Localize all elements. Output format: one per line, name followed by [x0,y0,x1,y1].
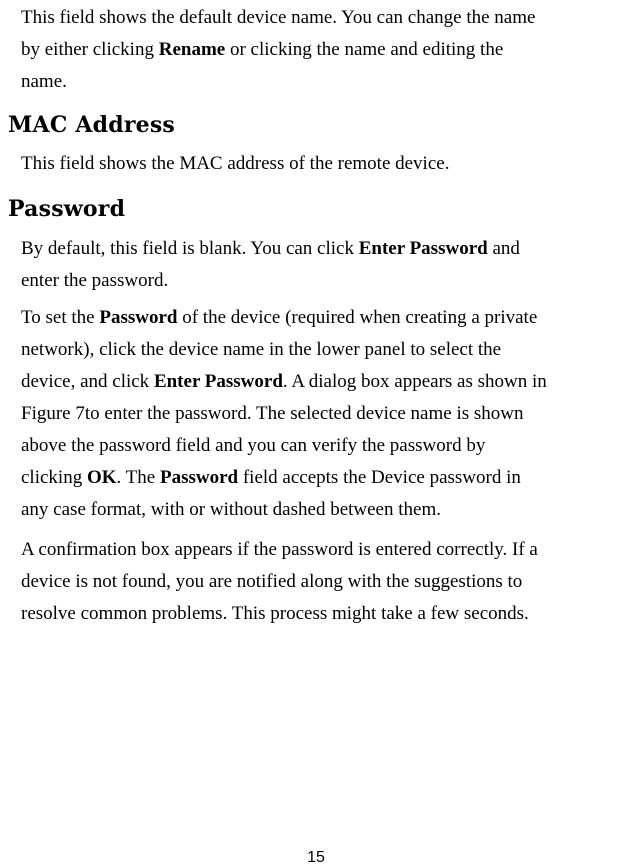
enter-password-term: Enter Password [153,371,283,392]
text-line: any case format, with or without dashed between them. [21,499,441,520]
text-line: clicking OK. The Password field accepts the Device password in [21,467,521,488]
rename-term: Rename [158,39,226,60]
mac-address-heading: MAC Address [8,112,175,138]
text-line: network), click the device name in the lower panel to select the [21,339,502,360]
mac-address-description [21,148,449,180]
text-line: device, and click Enter Password. A dialog box appears as shown in [21,371,547,392]
text-line: To set the Password of the device (required when creating a private [21,307,538,328]
text-line: Figure 7to enter the password. The selected device name is shown [21,403,524,424]
password-setup-paragraph [21,302,547,526]
password-term: Password [99,307,178,328]
text-line: enter the password. [21,270,169,291]
text-line: By default, this field is blank. You can click Enter Password and [21,238,520,259]
ok-term: OK [86,467,117,488]
confirmation-paragraph [21,534,538,630]
device-name-description [21,2,535,98]
text-line: A confirmation box appears if the password is entered correctly. If a [21,539,538,560]
password-default-paragraph [21,233,520,297]
text-line: device is not found, you are notified along with the suggestions to [21,571,523,592]
text-line: This field shows the default device name. You can change the name [21,7,536,28]
text-line: name. [21,71,67,92]
text-line: above the password field and you can verify the password by [21,435,486,456]
password-heading: Password [8,196,126,222]
text-line: by either clicking Rename or clicking the name and editing the [21,39,504,60]
text-line: This field shows the MAC address of the remote device. [21,153,450,174]
text-line: resolve common problems. This process might take a few seconds. [21,603,529,624]
password-term: Password [159,467,239,488]
page-number: 15 [307,849,325,866]
enter-password-term: Enter Password [358,238,488,259]
